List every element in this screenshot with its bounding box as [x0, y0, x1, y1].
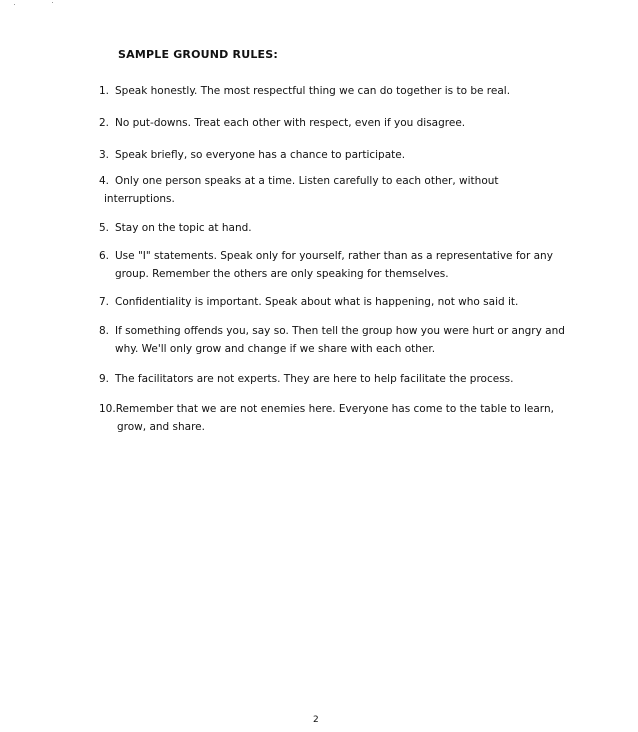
- rule-item-3: [99, 146, 569, 164]
- rule-text: If something offends you, say so. Then tell the group how you were hurt or angry and: [115, 325, 565, 337]
- rule-item-9: [99, 370, 569, 388]
- rule-text: Speak briefly, so everyone has a chance to participate.: [115, 149, 406, 161]
- rule-item-5: [99, 219, 569, 237]
- rule-item-6: [99, 247, 569, 283]
- rule-item-2: [99, 114, 569, 132]
- rule-number: 2.: [99, 117, 110, 129]
- rule-text: The facilitators are not experts. They are here to help facilitate the process.: [115, 373, 514, 385]
- rule-number: 3.: [99, 149, 110, 161]
- rule-number: 9.: [99, 373, 110, 385]
- rule-text-continued: interruptions.: [104, 193, 175, 205]
- rule-number: 8.: [99, 325, 110, 337]
- rule-item-7: [99, 293, 569, 311]
- rule-text: Stay on the topic at hand.: [115, 222, 252, 234]
- rule-number: 4.: [99, 175, 110, 187]
- rule-number: 5.: [99, 222, 110, 234]
- rule-text-continued: why. We'll only grow and change if we share with each other.: [115, 343, 436, 355]
- rule-number: 6.: [99, 250, 110, 262]
- rule-text: Only one person speaks at a time. Listen carefully to each other, without: [115, 175, 499, 187]
- rule-text-continued: grow, and share.: [117, 421, 205, 433]
- rule-number: 1.: [99, 85, 110, 97]
- rule-item-8: [99, 322, 569, 358]
- rule-text: Use "I" statements. Speak only for yourself, rather than as a representative for any: [115, 250, 553, 262]
- rule-item-1: [99, 82, 569, 100]
- rule-text: Remember that we are not enemies here. Everyone has come to the table to learn,: [115, 403, 554, 415]
- rule-text: Confidentiality is important. Speak about what is happening, not who said it.: [115, 296, 519, 308]
- page-heading: SAMPLE GROUND RULES:: [118, 48, 278, 61]
- scan-speck: [14, 4, 15, 5]
- rule-text: Speak honestly. The most respectful thing we can do together is to be real.: [115, 85, 511, 97]
- rule-number: 7.: [99, 296, 110, 308]
- rule-item-10: [99, 400, 569, 436]
- rule-text: No put-downs. Treat each other with respect, even if you disagree.: [115, 117, 466, 129]
- rule-item-4: [99, 172, 569, 208]
- rule-text-continued: group. Remember the others are only speaking for themselves.: [115, 268, 449, 280]
- scan-speck: [52, 2, 53, 3]
- rule-number: 10.: [99, 403, 116, 415]
- page-number: 2: [313, 715, 319, 725]
